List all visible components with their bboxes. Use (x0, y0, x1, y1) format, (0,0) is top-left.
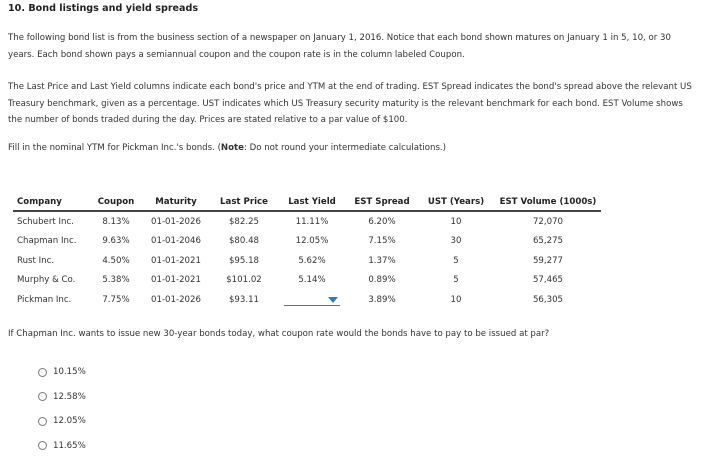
cell-maturity: 01-01-2021 (151, 255, 201, 266)
instruction-text: Fill in the nominal YTM for Pickman Inc.'s bonds. ( (8, 143, 221, 153)
cell-est-spread: 7.15% (368, 236, 396, 247)
table-header-row (13, 195, 601, 211)
cell-company: Rust Inc. (17, 255, 55, 266)
cell-ust: 10 (450, 294, 462, 305)
cell-coupon: 4.50% (102, 255, 130, 266)
radio-button[interactable] (38, 441, 47, 450)
cell-ust: 30 (450, 236, 462, 247)
cell-est-volume: 59,277 (532, 255, 564, 266)
header-ust: UST (Years) (417, 195, 495, 211)
cell-maturity: 01-01-2026 (151, 216, 201, 227)
intro-paragraph: The following bond list is from the business section of a newspaper on January 1, 2016. Notice that each bond shown matures on January 1 in 5, 10, or 30 years. Each bond shown pays a semiannual coupon and the coupon rate is in the column labeled Coupon. (8, 33, 671, 60)
cell-maturity: 01-01-2026 (151, 294, 201, 305)
cell-last-yield: 12.05% (295, 236, 329, 247)
table-row (13, 290, 601, 310)
cell-last-price: $101.02 (226, 275, 262, 286)
chevron-down-icon[interactable] (328, 297, 338, 303)
table-row (13, 211, 601, 232)
radio-button[interactable] (38, 392, 47, 401)
header-company: Company (13, 195, 91, 211)
instruction-paragraph (8, 140, 698, 157)
cell-est-volume: 56,305 (532, 294, 564, 305)
cell-coupon: 9.63% (102, 236, 130, 247)
cell-company: Murphy & Co. (17, 275, 76, 286)
question-title: 10. Bond listings and yield spreads (8, 3, 199, 14)
cell-last-price: $93.11 (228, 294, 260, 305)
answer-option[interactable] (38, 385, 86, 410)
explanation-paragraph: The Last Price and Last Yield columns indicate each bond's price and YTM at the end of trading. EST Spread indicates the bond's spread above the relevant US Treasury benchmark, given as a percentage. UST indicates which US Treasury security maturity is the relevant benchmark for each bond. EST Volume shows the number of bonds traded during the day. Prices are stated relative to a par value of $100. (8, 82, 692, 125)
cell-est-spread: 6.20% (368, 216, 396, 227)
header-maturity: Maturity (141, 195, 211, 211)
cell-maturity: 01-01-2021 (151, 275, 201, 286)
cell-last-price: $82.25 (228, 216, 260, 227)
cell-ust: 10 (450, 216, 462, 227)
radio-button[interactable] (38, 417, 47, 426)
header-est-spread: EST Spread (347, 195, 417, 211)
header-coupon: Coupon (91, 195, 141, 211)
cell-last-yield: 5.62% (298, 255, 326, 266)
cell-company: Schubert Inc. (17, 216, 74, 227)
note-text: : Do not round your intermediate calculations.) (243, 143, 447, 153)
cell-coupon: 7.75% (102, 294, 130, 305)
cell-est-volume: 65,275 (532, 236, 564, 247)
header-last-yield: Last Yield (277, 195, 347, 211)
ytm-dropdown[interactable] (284, 293, 340, 306)
cell-ust: 5 (453, 255, 459, 266)
cell-company: Pickman Inc. (17, 294, 72, 305)
table-row (13, 251, 601, 271)
cell-last-yield: 11.11% (295, 216, 329, 227)
cell-last-price: $80.48 (228, 236, 260, 247)
table-row (13, 232, 601, 252)
cell-coupon: 8.13% (102, 216, 130, 227)
coupon-rate-question: If Chapman Inc. wants to issue new 30-year bonds today, what coupon rate would the bonds have to pay to be issued at par? (8, 329, 550, 339)
cell-est-spread: 0.89% (368, 275, 396, 286)
cell-last-price: $95.18 (228, 255, 260, 266)
cell-est-spread: 1.37% (368, 255, 396, 266)
answer-option[interactable] (38, 434, 86, 459)
answer-option[interactable] (38, 409, 86, 434)
cell-est-spread: 3.89% (368, 294, 396, 305)
cell-company: Chapman Inc. (17, 236, 77, 247)
cell-last-yield: 5.14% (298, 275, 326, 286)
cell-coupon: 5.38% (102, 275, 130, 286)
table-row (13, 271, 601, 291)
cell-maturity: 01-01-2046 (151, 236, 201, 247)
cell-ust: 5 (453, 275, 459, 286)
option-label[interactable]: 11.65% (53, 440, 86, 451)
cell-est-volume: 72,070 (532, 216, 564, 227)
header-last-price: Last Price (211, 195, 277, 211)
cell-est-volume: 57,465 (532, 275, 564, 286)
option-label[interactable]: 12.58% (53, 391, 86, 402)
option-label[interactable]: 12.05% (53, 416, 86, 427)
header-est-volume: EST Volume (1000s) (495, 195, 601, 211)
note-label: Note (220, 143, 244, 153)
answer-option[interactable] (38, 360, 86, 385)
bond-listing-table (13, 195, 601, 310)
option-label[interactable]: 10.15% (53, 367, 86, 378)
cell-last-yield-dropdown (277, 290, 347, 310)
answer-options (38, 360, 86, 458)
radio-button[interactable] (38, 368, 47, 377)
